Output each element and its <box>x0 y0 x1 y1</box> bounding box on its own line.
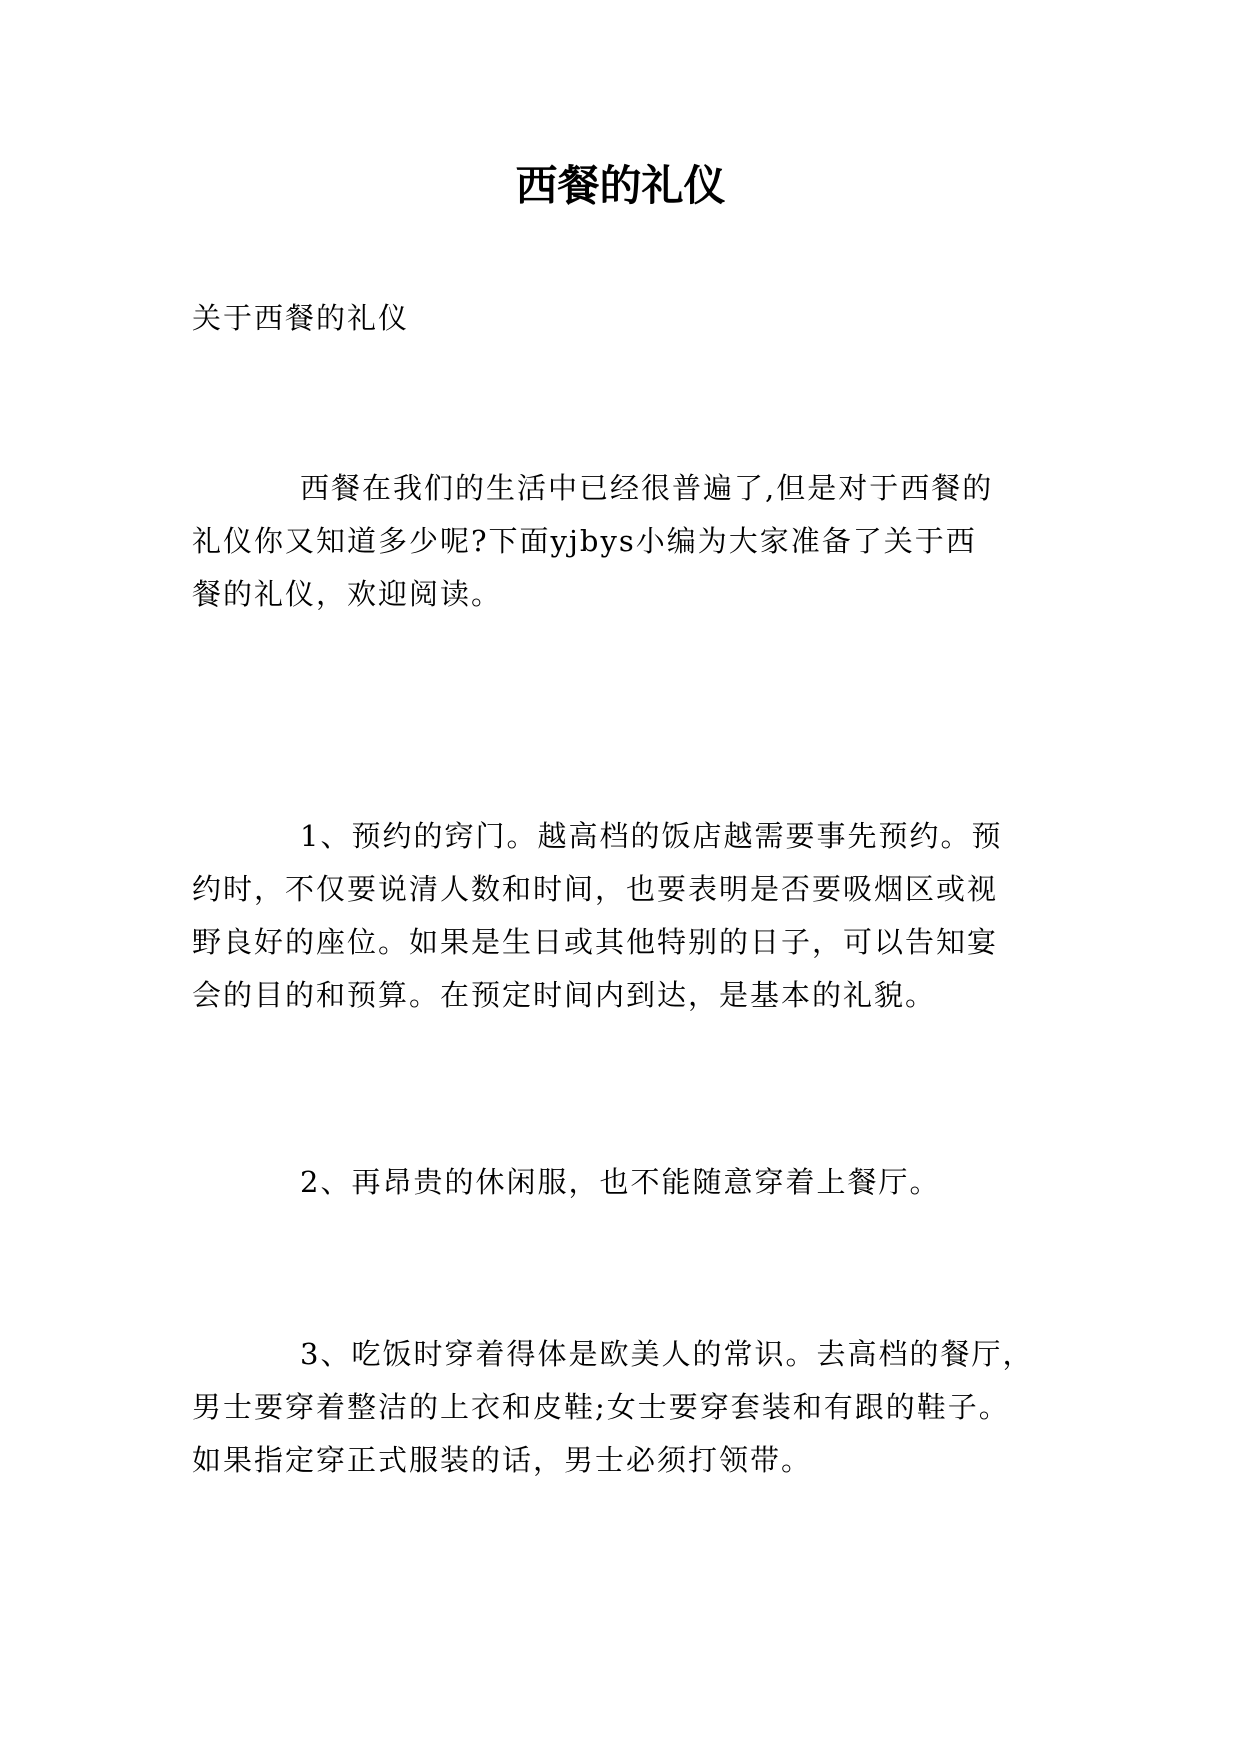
document-title: 西餐的礼仪 <box>515 161 726 210</box>
item-2-paragraph <box>192 1156 1072 1209</box>
paragraph-line: 1、预约的窍门。越高档的饭店越需要事先预约。预 <box>300 819 1003 853</box>
item-3-paragraph <box>192 1328 1072 1487</box>
paragraph-line: 餐的礼仪，欢迎阅读。 <box>192 577 503 611</box>
paragraph-line: 会的目的和预算。在预定时间内到达，是基本的礼貌。 <box>192 978 937 1012</box>
document-subtitle <box>192 292 1072 345</box>
paragraph-line: 如果指定穿正式服装的话，男士必须打领带。 <box>192 1443 813 1477</box>
subtitle-line: 关于西餐的礼仪 <box>192 301 410 335</box>
paragraph-line: 野良好的座位。如果是生日或其他特别的日子，可以告知宴 <box>192 925 999 959</box>
paragraph-line: 2、再昂贵的休闲服，也不能随意穿着上餐厅。 <box>300 1165 941 1199</box>
paragraph-line: 3、吃饭时穿着得体是欧美人的常识。去高档的餐厅， <box>300 1337 1034 1371</box>
paragraph-line: 西餐在我们的生活中已经很普遍了,但是对于西餐的 <box>300 471 994 505</box>
paragraph-line: 约时，不仅要说清人数和时间，也要表明是否要吸烟区或视 <box>192 872 999 906</box>
intro-paragraph <box>192 462 1072 621</box>
paragraph-line: 礼仪你又知道多少呢?下面yjbys小编为大家准备了关于西 <box>192 524 977 558</box>
item-1-paragraph <box>192 810 1072 1022</box>
paragraph-line: 男士要穿着整洁的上衣和皮鞋;女士要穿套装和有跟的鞋子。 <box>192 1390 1010 1424</box>
